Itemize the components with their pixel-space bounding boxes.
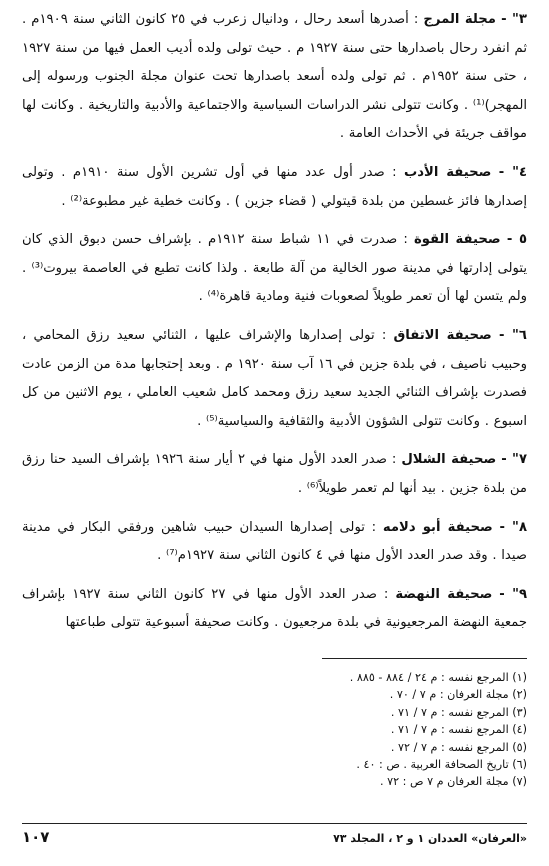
entry-7: [22, 446, 527, 503]
entry-title: مجلة المرج: [423, 12, 496, 27]
footnote-2: (٢) مجلة العرفان : م ٧ / ٧٠ .: [389, 688, 527, 702]
footnote-separator: [322, 658, 527, 659]
entry-text: : صدر العدد الأول منها في ٢٧ كانون الثاني سنة ١٩٢٧ بإشراف جمعية النهضة المرجعيونية في بلدة مرجعيون . وكانت صحيفة أسبوعية تتولى طباعتها: [22, 586, 527, 631]
entry-title: صحيفة النهضة: [395, 586, 493, 602]
entry-text: : صدرت في ١١ شباط سنة ١٩١٢م . بإشراف حسن دبوق الذي كان يتولى إدارتها في مدينة صور الخالية من آلة طابعة . ولذا كانت تطبع في العاصمة بيروت⁽³⁾ . ولم يتسن لها أن تعمر طويلاً لصعوبات فنية ومادية قاهرة⁽⁴⁾ .: [22, 232, 527, 305]
entry-text: : صدر أول عدد منها في أول تشرين الأول سنة ١٩١٠م . وتولى إصدارها فائز غسطين من بلدة قيتولي ( قضاء جزين ) . وكانت خطية غير مطبوعة⁽²⁾ .: [22, 164, 527, 209]
footnote-5: (٥) المرجع نفسه : م ٧ / ٧٢ .: [390, 740, 527, 754]
entry-8: [22, 514, 527, 571]
entry-title: صحيفة القوة: [413, 232, 501, 248]
entry-number: ٥ -: [506, 232, 527, 248]
page-footer: [22, 823, 527, 846]
entry-title: صحيفة الشلال: [401, 452, 497, 468]
entry-number: ٤" -: [498, 164, 527, 180]
journal-reference: «العرفان» العددان ١ و ٢ ، المجلد ٧٣: [333, 832, 527, 845]
footnote-3: (٣) المرجع نفسه : م ٧ / ٧١ .: [390, 705, 527, 719]
document-page: [22, 6, 527, 866]
entry-title: صحيفة الأدب: [404, 164, 492, 180]
entry-9: [22, 581, 527, 638]
entry-text: : أصدرها أسعد رحال ، ودانيال زعرب في ٢٥ كانون الثاني سنة ١٩٠٩م . ثم انفرد رحال باصدارها حتى سنة ١٩٢٧ م . حيث تولى ولده أديب العمل فيها من سنة ١٩٢٧ ، حتى سنة ١٩٥٢م . ثم تولى ولده أسعد باصدارها تحت عنوان مجلة الجنوب ورسوله إلى المهجر)⁽¹⁾ . وكانت تتولى نشر الدراسات السياسية والاجتماعية والأدبية والتاريخية . وكانت لها مواقف جريئة في الأحداث العامة .: [22, 12, 527, 142]
entry-3: [22, 6, 527, 149]
entry-number: ٣" -: [501, 12, 527, 27]
footnote-7: (٧) مجلة العرفان م ٧ ص : ٧٢ .: [379, 775, 527, 789]
entry-6: [22, 322, 527, 436]
footnote-6: (٦) تاريخ الصحافة العربية . ص : ٤٠ .: [356, 757, 527, 771]
footnote-1: (١) المرجع نفسه : م ٢٤ / ٨٨٤ - ٨٨٥ .: [349, 670, 527, 684]
entry-5: [22, 226, 527, 312]
footnote-4: (٤) المرجع نفسه : م ٧ / ٧١ .: [390, 723, 527, 737]
entry-title: صحيفة أبو دلامه: [382, 519, 493, 535]
entry-number: ٨" -: [499, 519, 527, 535]
footnotes: [22, 669, 527, 791]
entry-text: : صدر العدد الأول منها في ٢ أيار سنة ١٩٢٦ بإشراف السيد حنا رزق من بلدة جزين . بيد أنها لم تعمر طويلاً⁽⁶⁾ .: [22, 452, 527, 496]
entry-number: ٩" -: [499, 586, 528, 602]
entry-title: صحيفة الاتفاق: [393, 327, 492, 343]
entry-4: [22, 159, 527, 216]
page-number: ١٠٧: [22, 828, 50, 846]
entry-number: ٧" -: [501, 452, 527, 468]
entry-number: ٦" -: [498, 327, 527, 343]
entry-text: : تولى إصدارها السيدان حبيب شاهين ورفقي البكار في مدينة صيدا . وقد صدر العدد الأول منها في ٤ كانون الثاني سنة ١٩٢٧م⁽⁷⁾ .: [22, 519, 527, 564]
entry-text: : تولى إصدارها والإشراف عليها ، الثنائي سعيد رزق المحامي ، وحبيب ناصيف ، في بلدة جزين في ١٦ آب سنة ١٩٢٠ م . وبعد إحتجابها مدة من الزمن عادت فصدرت بإشراف الثنائي الجديد سعيد رزق ومحمد كامل شعيب العاملي ، يوم الاثنين من كل اسبوع . وكانت تتولى الشؤون الأدبية والثقافية والسياسية⁽⁵⁾ .: [22, 327, 527, 429]
